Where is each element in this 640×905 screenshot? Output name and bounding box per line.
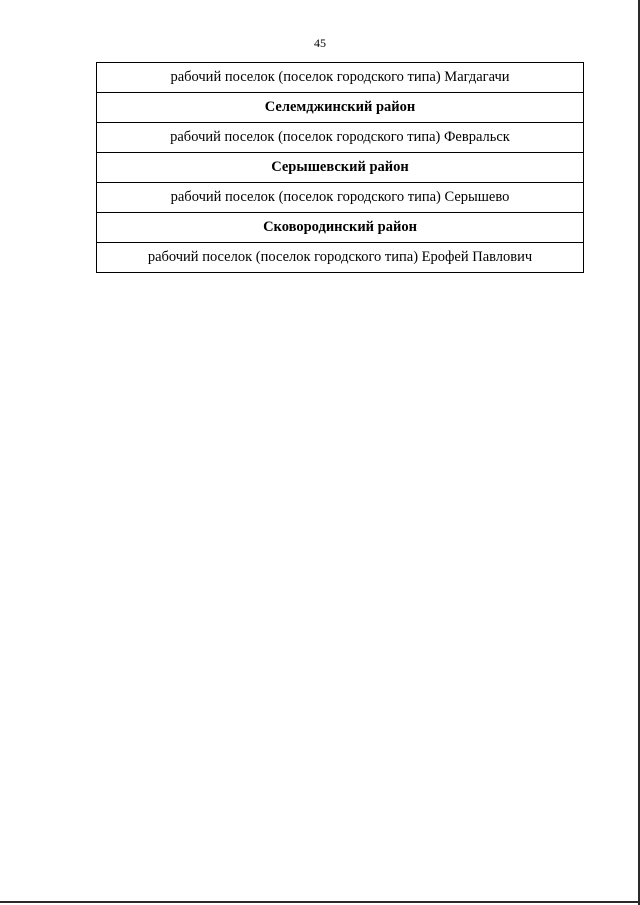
table-row	[97, 93, 584, 123]
district-heading-cell: Сковородинский район	[97, 213, 584, 243]
district-heading-cell: Селемджинский район	[97, 93, 584, 123]
settlement-cell: рабочий поселок (поселок городского типа) Серышево	[97, 183, 584, 213]
district-heading-cell: Серышевский район	[97, 153, 584, 183]
table-row	[97, 183, 584, 213]
table-row	[97, 123, 584, 153]
table-row	[97, 153, 584, 183]
settlement-cell: рабочий поселок (поселок городского типа) Февральск	[97, 123, 584, 153]
table-row	[97, 213, 584, 243]
settlements-table	[96, 62, 584, 273]
settlement-cell: рабочий поселок (поселок городского типа) Ерофей Павлович	[97, 243, 584, 273]
page-number: 45	[314, 36, 326, 50]
scan-edge-bottom	[0, 901, 640, 903]
settlement-cell: рабочий поселок (поселок городского типа) Магдагачи	[97, 63, 584, 93]
table-row	[97, 243, 584, 273]
table-row	[97, 63, 584, 93]
